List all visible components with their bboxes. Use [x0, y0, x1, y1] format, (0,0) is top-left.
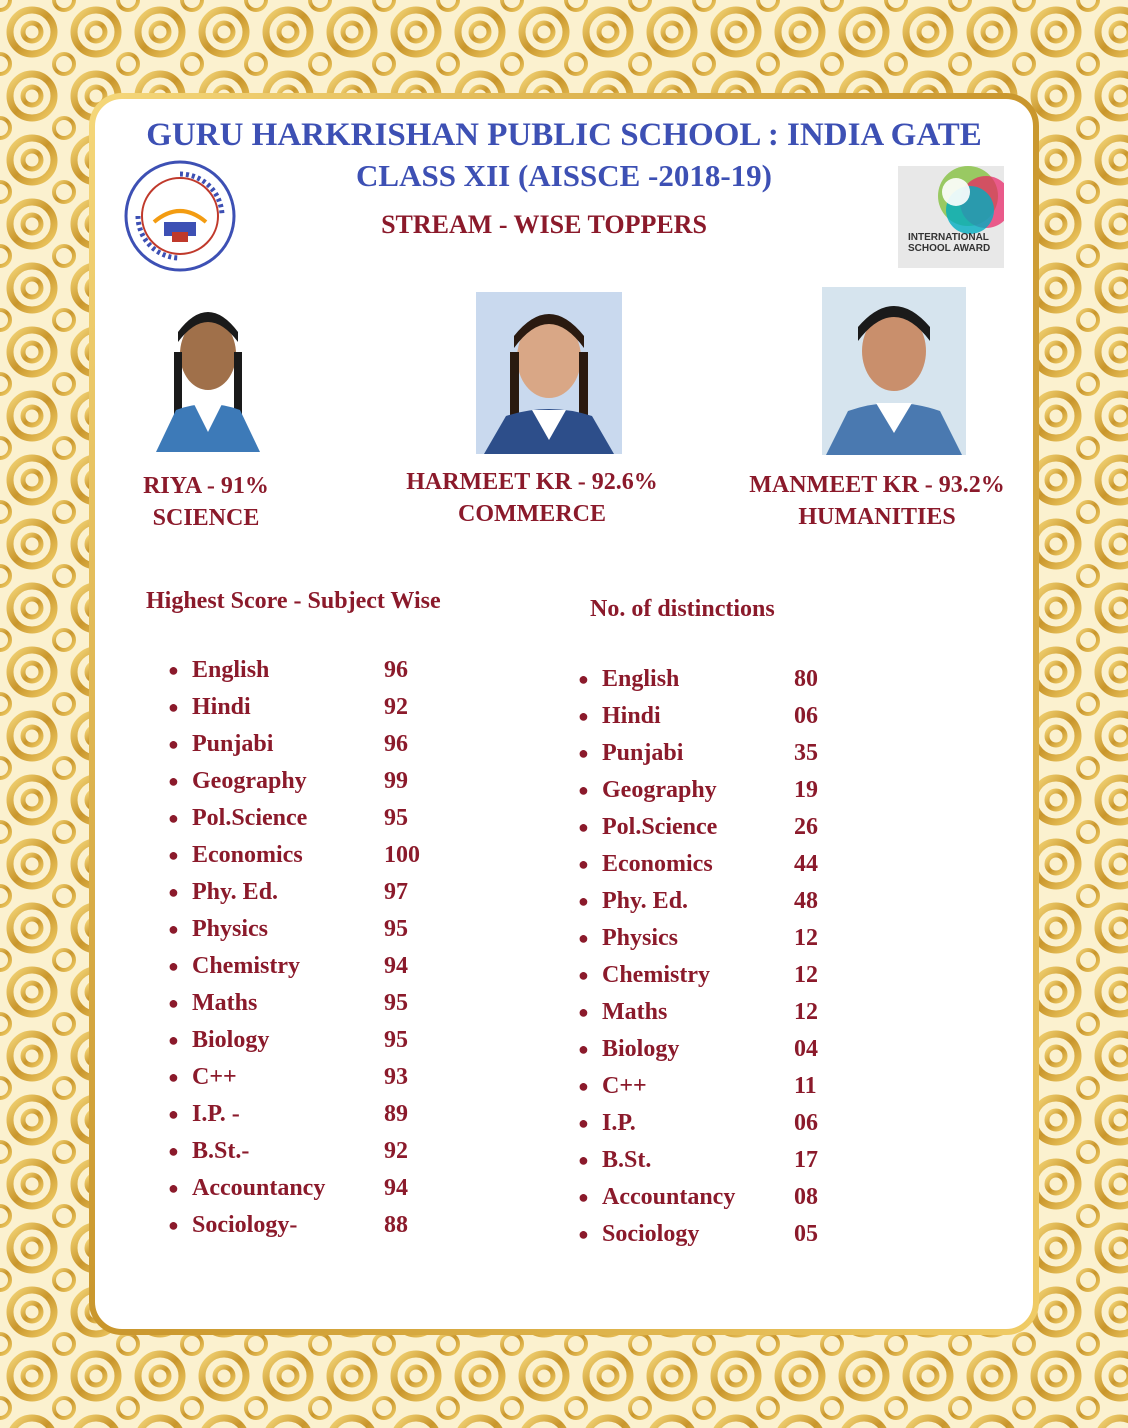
distinction-count: 44 — [794, 851, 818, 877]
distinction-count: 06 — [794, 703, 818, 729]
bullet-icon: ● — [168, 1104, 179, 1124]
subject-name: Chemistry — [192, 953, 300, 979]
list-item — [578, 1216, 878, 1253]
topper-caption-science — [96, 470, 316, 534]
subject-name: Accountancy — [602, 1184, 736, 1210]
bullet-icon: ● — [168, 919, 179, 939]
bullet-icon: ● — [578, 928, 589, 948]
topper-stream: SCIENCE — [152, 505, 260, 531]
subject-name: Pol.Science — [602, 814, 718, 840]
topper-caption-humanities — [722, 469, 1032, 533]
distinction-count: 04 — [794, 1036, 818, 1062]
subject-name: Economics — [192, 842, 303, 868]
list-item — [578, 698, 878, 735]
subject-score: 92 — [384, 1138, 408, 1164]
bullet-icon: ● — [578, 1150, 589, 1170]
list-item — [578, 809, 878, 846]
bullet-icon: ● — [578, 965, 589, 985]
list-item — [168, 985, 468, 1022]
subject-name: Physics — [602, 925, 679, 951]
bullet-icon: ● — [168, 697, 179, 717]
bullet-icon: ● — [168, 734, 179, 754]
subject-name: Phy. Ed. — [192, 879, 279, 905]
bullet-icon: ● — [168, 993, 179, 1013]
student-portrait-icon — [476, 292, 622, 454]
subject-name: English — [192, 657, 270, 683]
topper-caption-commerce — [372, 466, 692, 530]
bullet-icon: ● — [168, 1141, 179, 1161]
list-item — [168, 1133, 468, 1170]
subject-score: 93 — [384, 1064, 408, 1090]
award-line-2: SCHOOL AWARD — [908, 243, 991, 254]
subject-score: 89 — [384, 1101, 408, 1127]
bullet-icon: ● — [168, 660, 179, 680]
subject-name: C++ — [602, 1073, 647, 1099]
list-item — [168, 763, 468, 800]
stream-wise-toppers-heading: STREAM - WISE TOPPERS — [381, 210, 707, 239]
list-item — [168, 689, 468, 726]
distinction-count: 12 — [794, 962, 818, 988]
distinction-count: 05 — [794, 1221, 818, 1247]
topper-photo-manmeet — [822, 287, 966, 455]
subject-score: 96 — [384, 657, 408, 683]
bullet-icon: ● — [578, 1224, 589, 1244]
distinction-count: 12 — [794, 925, 818, 951]
school-logo-icon — [124, 160, 236, 272]
list-item — [168, 837, 468, 874]
bullet-icon: ● — [578, 669, 589, 689]
bullet-icon: ● — [578, 891, 589, 911]
list-item — [578, 772, 878, 809]
list-item — [578, 994, 878, 1031]
bullet-icon: ● — [168, 771, 179, 791]
bullet-icon: ● — [168, 1178, 179, 1198]
bullet-icon: ● — [578, 854, 589, 874]
distinction-count: 26 — [794, 814, 818, 840]
bullet-icon: ● — [578, 1039, 589, 1059]
subject-name: Hindi — [602, 703, 661, 729]
topper-name-score: HARMEET KR - 92.6% — [406, 469, 658, 495]
subject-score: 88 — [384, 1212, 408, 1238]
subject-score: 100 — [384, 842, 420, 868]
distinction-count: 11 — [794, 1073, 817, 1099]
subject-name: Maths — [602, 999, 668, 1025]
subject-name: Geography — [192, 768, 307, 794]
bullet-icon: ● — [578, 817, 589, 837]
bullet-icon: ● — [578, 1076, 589, 1096]
subject-name: English — [602, 666, 680, 692]
distinction-count: 48 — [794, 888, 818, 914]
list-item — [168, 1207, 468, 1244]
subject-name: Punjabi — [602, 740, 684, 766]
distinction-count: 80 — [794, 666, 818, 692]
list-item — [168, 1022, 468, 1059]
subject-name: Phy. Ed. — [602, 888, 689, 914]
list-item — [578, 1142, 878, 1179]
highest-score-list — [168, 652, 468, 1244]
subject-name: Biology — [192, 1027, 270, 1053]
subject-name: Sociology — [602, 1221, 700, 1247]
bullet-icon: ● — [578, 743, 589, 763]
subject-score: 99 — [384, 768, 408, 794]
school-title: GURU HARKRISHAN PUBLIC SCHOOL : INDIA GATE — [146, 117, 982, 153]
list-item — [168, 1170, 468, 1207]
list-item — [168, 874, 468, 911]
list-item — [578, 1068, 878, 1105]
subject-score: 95 — [384, 990, 408, 1016]
subject-name: B.St.- — [192, 1138, 250, 1164]
subject-score: 94 — [384, 1175, 408, 1201]
topper-name-score: RIYA - 91% — [143, 473, 269, 499]
subject-score: 97 — [384, 879, 408, 905]
list-item — [578, 1105, 878, 1142]
list-item — [168, 652, 468, 689]
bullet-icon: ● — [578, 780, 589, 800]
subject-name: I.P. — [602, 1110, 636, 1136]
student-portrait-icon — [146, 292, 270, 452]
subject-score: 95 — [384, 916, 408, 942]
subject-name: B.St. — [602, 1147, 652, 1173]
bullet-icon: ● — [168, 808, 179, 828]
subject-name: Physics — [192, 916, 269, 942]
bullet-icon: ● — [168, 1215, 179, 1235]
list-item — [578, 846, 878, 883]
distinction-count: 17 — [794, 1147, 818, 1173]
topper-stream: HUMANITIES — [798, 504, 956, 530]
award-line-1: INTERNATIONAL — [908, 232, 989, 243]
subject-name: Sociology- — [192, 1212, 298, 1238]
subject-name: Pol.Science — [192, 805, 308, 831]
topper-photo-harmeet — [476, 292, 622, 454]
subject-name: Accountancy — [192, 1175, 326, 1201]
topper-photo-riya — [146, 292, 270, 452]
bullet-icon: ● — [168, 845, 179, 865]
list-item — [578, 1179, 878, 1216]
distinction-count: 06 — [794, 1110, 818, 1136]
subject-score: 92 — [384, 694, 408, 720]
list-item — [578, 735, 878, 772]
subject-score: 94 — [384, 953, 408, 979]
subject-score: 95 — [384, 1027, 408, 1053]
subject-score: 96 — [384, 731, 408, 757]
topper-stream: COMMERCE — [458, 501, 606, 527]
student-portrait-icon — [822, 287, 966, 455]
distinction-count: 12 — [794, 999, 818, 1025]
bullet-icon: ● — [168, 1067, 179, 1087]
list-item — [168, 800, 468, 837]
topper-name-score: MANMEET KR - 93.2% — [749, 472, 1005, 498]
bullet-icon: ● — [578, 1113, 589, 1133]
list-item — [168, 1096, 468, 1133]
list-item — [578, 1031, 878, 1068]
subject-name: Chemistry — [602, 962, 710, 988]
list-item — [578, 661, 878, 698]
bullet-icon: ● — [578, 1187, 589, 1207]
bullet-icon: ● — [168, 882, 179, 902]
list-item — [578, 883, 878, 920]
subject-name: Maths — [192, 990, 258, 1016]
subject-name: C++ — [192, 1064, 237, 1090]
bullet-icon: ● — [168, 1030, 179, 1050]
distinction-count: 19 — [794, 777, 818, 803]
distinctions-heading: No. of distinctions — [590, 596, 775, 622]
subject-name: Geography — [602, 777, 717, 803]
list-item — [578, 920, 878, 957]
list-item — [168, 1059, 468, 1096]
bullet-icon: ● — [578, 706, 589, 726]
bullet-icon: ● — [578, 1002, 589, 1022]
list-item — [168, 911, 468, 948]
distinctions-list — [578, 661, 878, 1253]
highest-score-heading: Highest Score - Subject Wise — [146, 588, 441, 614]
class-subtitle: CLASS XII (AISSCE -2018-19) — [356, 158, 772, 193]
subject-name: Economics — [602, 851, 713, 877]
subject-name: Punjabi — [192, 731, 274, 757]
distinction-count: 35 — [794, 740, 818, 766]
subject-name: Biology — [602, 1036, 680, 1062]
distinction-count: 08 — [794, 1184, 818, 1210]
international-school-award-logo — [898, 166, 1004, 268]
subject-name: I.P. - — [192, 1101, 240, 1127]
subject-score: 95 — [384, 805, 408, 831]
list-item — [578, 957, 878, 994]
list-item — [168, 726, 468, 763]
bullet-icon: ● — [168, 956, 179, 976]
subject-name: Hindi — [192, 694, 251, 720]
list-item — [168, 948, 468, 985]
